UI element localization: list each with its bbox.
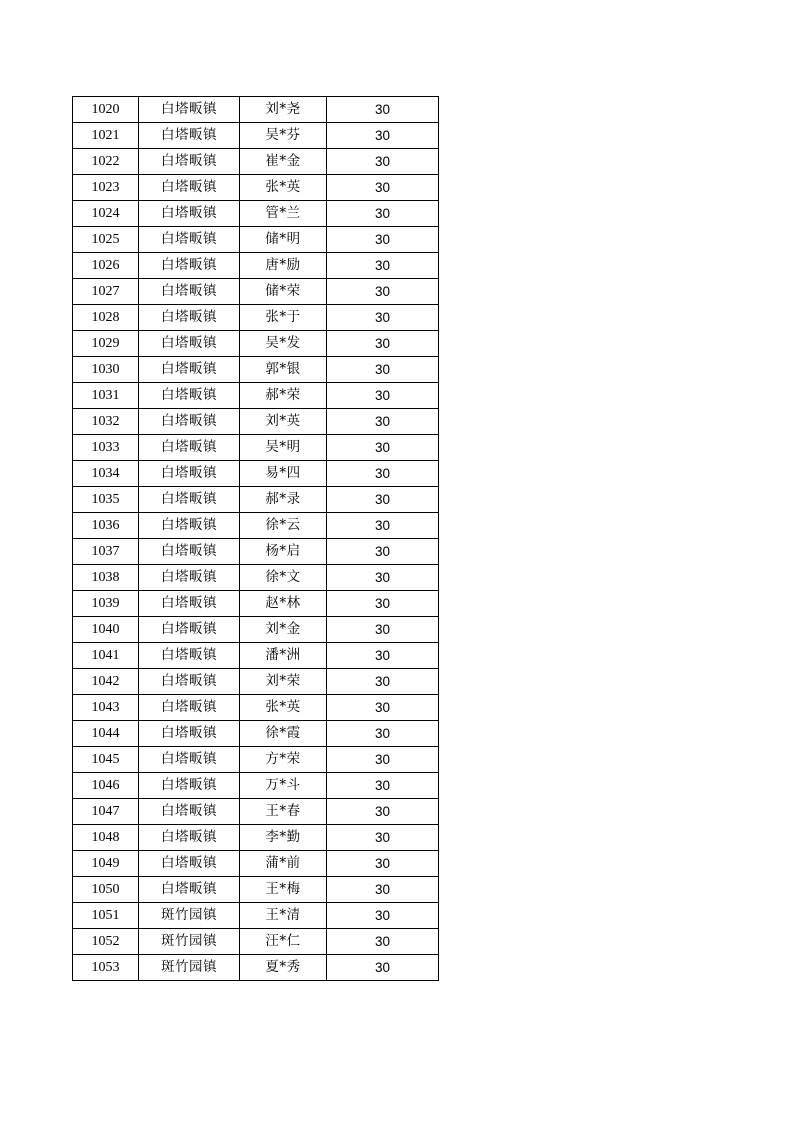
amount-cell: 30 xyxy=(327,877,439,903)
row-number-cell: 1043 xyxy=(73,695,139,721)
town-cell: 白塔畈镇 xyxy=(139,773,240,799)
document-page xyxy=(72,96,438,981)
table-row xyxy=(73,851,439,877)
town-cell: 白塔畈镇 xyxy=(139,591,240,617)
amount-cell: 30 xyxy=(327,929,439,955)
town-cell: 白塔畈镇 xyxy=(139,539,240,565)
amount-cell: 30 xyxy=(327,669,439,695)
row-number-cell: 1027 xyxy=(73,279,139,305)
name-cell: 郝*录 xyxy=(240,487,327,513)
amount-cell: 30 xyxy=(327,617,439,643)
row-number-cell: 1047 xyxy=(73,799,139,825)
name-cell: 徐*云 xyxy=(240,513,327,539)
name-cell: 刘*荣 xyxy=(240,669,327,695)
table-row xyxy=(73,695,439,721)
town-cell: 白塔畈镇 xyxy=(139,279,240,305)
row-number-cell: 1038 xyxy=(73,565,139,591)
name-cell: 郝*荣 xyxy=(240,383,327,409)
row-number-cell: 1045 xyxy=(73,747,139,773)
row-number-cell: 1041 xyxy=(73,643,139,669)
name-cell: 储*明 xyxy=(240,227,327,253)
town-cell: 白塔畈镇 xyxy=(139,253,240,279)
amount-cell: 30 xyxy=(327,695,439,721)
name-cell: 王*梅 xyxy=(240,877,327,903)
town-cell: 白塔畈镇 xyxy=(139,669,240,695)
amount-cell: 30 xyxy=(327,591,439,617)
town-cell: 白塔畈镇 xyxy=(139,695,240,721)
name-cell: 崔*金 xyxy=(240,149,327,175)
row-number-cell: 1026 xyxy=(73,253,139,279)
table-row xyxy=(73,825,439,851)
table-row xyxy=(73,955,439,981)
name-cell: 刘*英 xyxy=(240,409,327,435)
row-number-cell: 1030 xyxy=(73,357,139,383)
name-cell: 王*清 xyxy=(240,903,327,929)
town-cell: 白塔畈镇 xyxy=(139,747,240,773)
amount-cell: 30 xyxy=(327,825,439,851)
amount-cell: 30 xyxy=(327,773,439,799)
row-number-cell: 1029 xyxy=(73,331,139,357)
row-number-cell: 1032 xyxy=(73,409,139,435)
table-row xyxy=(73,97,439,123)
name-cell: 方*荣 xyxy=(240,747,327,773)
table-row xyxy=(73,591,439,617)
name-cell: 徐*文 xyxy=(240,565,327,591)
name-cell: 张*英 xyxy=(240,175,327,201)
table-body xyxy=(73,97,439,981)
row-number-cell: 1037 xyxy=(73,539,139,565)
town-cell: 斑竹园镇 xyxy=(139,929,240,955)
name-cell: 蒲*前 xyxy=(240,851,327,877)
row-number-cell: 1049 xyxy=(73,851,139,877)
table-row xyxy=(73,227,439,253)
town-cell: 白塔畈镇 xyxy=(139,461,240,487)
town-cell: 白塔畈镇 xyxy=(139,409,240,435)
amount-cell: 30 xyxy=(327,409,439,435)
row-number-cell: 1036 xyxy=(73,513,139,539)
amount-cell: 30 xyxy=(327,227,439,253)
row-number-cell: 1034 xyxy=(73,461,139,487)
name-cell: 吴*芬 xyxy=(240,123,327,149)
row-number-cell: 1048 xyxy=(73,825,139,851)
amount-cell: 30 xyxy=(327,487,439,513)
amount-cell: 30 xyxy=(327,175,439,201)
amount-cell: 30 xyxy=(327,461,439,487)
table-row xyxy=(73,435,439,461)
table-row xyxy=(73,305,439,331)
amount-cell: 30 xyxy=(327,955,439,981)
row-number-cell: 1035 xyxy=(73,487,139,513)
amount-cell: 30 xyxy=(327,799,439,825)
town-cell: 白塔畈镇 xyxy=(139,825,240,851)
table-row xyxy=(73,669,439,695)
table-row xyxy=(73,123,439,149)
town-cell: 白塔畈镇 xyxy=(139,149,240,175)
name-cell: 唐*励 xyxy=(240,253,327,279)
name-cell: 吴*明 xyxy=(240,435,327,461)
table-row xyxy=(73,799,439,825)
table-row xyxy=(73,149,439,175)
row-number-cell: 1033 xyxy=(73,435,139,461)
town-cell: 斑竹园镇 xyxy=(139,903,240,929)
town-cell: 白塔畈镇 xyxy=(139,383,240,409)
town-cell: 白塔畈镇 xyxy=(139,721,240,747)
table-row xyxy=(73,175,439,201)
table-row xyxy=(73,487,439,513)
amount-cell: 30 xyxy=(327,357,439,383)
name-cell: 汪*仁 xyxy=(240,929,327,955)
row-number-cell: 1051 xyxy=(73,903,139,929)
table-row xyxy=(73,331,439,357)
table-row xyxy=(73,539,439,565)
table-row xyxy=(73,253,439,279)
town-cell: 白塔畈镇 xyxy=(139,617,240,643)
table-row xyxy=(73,929,439,955)
town-cell: 白塔畈镇 xyxy=(139,851,240,877)
name-cell: 刘*尧 xyxy=(240,97,327,123)
table-row xyxy=(73,773,439,799)
town-cell: 白塔畈镇 xyxy=(139,513,240,539)
row-number-cell: 1050 xyxy=(73,877,139,903)
name-cell: 张*英 xyxy=(240,695,327,721)
table-row xyxy=(73,461,439,487)
amount-cell: 30 xyxy=(327,565,439,591)
amount-cell: 30 xyxy=(327,279,439,305)
amount-cell: 30 xyxy=(327,435,439,461)
amount-cell: 30 xyxy=(327,331,439,357)
town-cell: 白塔畈镇 xyxy=(139,435,240,461)
row-number-cell: 1040 xyxy=(73,617,139,643)
town-cell: 白塔畈镇 xyxy=(139,357,240,383)
name-cell: 夏*秀 xyxy=(240,955,327,981)
town-cell: 白塔畈镇 xyxy=(139,331,240,357)
name-cell: 万*斗 xyxy=(240,773,327,799)
amount-cell: 30 xyxy=(327,253,439,279)
name-cell: 管*兰 xyxy=(240,201,327,227)
table-row xyxy=(73,513,439,539)
row-number-cell: 1052 xyxy=(73,929,139,955)
town-cell: 白塔畈镇 xyxy=(139,565,240,591)
name-cell: 李*勤 xyxy=(240,825,327,851)
name-cell: 杨*启 xyxy=(240,539,327,565)
amount-cell: 30 xyxy=(327,123,439,149)
table-row xyxy=(73,877,439,903)
row-number-cell: 1044 xyxy=(73,721,139,747)
town-cell: 白塔畈镇 xyxy=(139,877,240,903)
row-number-cell: 1020 xyxy=(73,97,139,123)
table-row xyxy=(73,201,439,227)
name-cell: 王*春 xyxy=(240,799,327,825)
name-cell: 刘*金 xyxy=(240,617,327,643)
town-cell: 白塔畈镇 xyxy=(139,799,240,825)
town-cell: 白塔畈镇 xyxy=(139,643,240,669)
row-number-cell: 1053 xyxy=(73,955,139,981)
name-cell: 赵*林 xyxy=(240,591,327,617)
row-number-cell: 1022 xyxy=(73,149,139,175)
amount-cell: 30 xyxy=(327,721,439,747)
row-number-cell: 1039 xyxy=(73,591,139,617)
table-row xyxy=(73,279,439,305)
town-cell: 白塔畈镇 xyxy=(139,201,240,227)
amount-cell: 30 xyxy=(327,513,439,539)
amount-cell: 30 xyxy=(327,643,439,669)
row-number-cell: 1042 xyxy=(73,669,139,695)
row-number-cell: 1046 xyxy=(73,773,139,799)
name-cell: 张*于 xyxy=(240,305,327,331)
table-row xyxy=(73,565,439,591)
amount-cell: 30 xyxy=(327,383,439,409)
name-cell: 易*四 xyxy=(240,461,327,487)
town-cell: 白塔畈镇 xyxy=(139,305,240,331)
town-cell: 斑竹园镇 xyxy=(139,955,240,981)
amount-cell: 30 xyxy=(327,747,439,773)
amount-cell: 30 xyxy=(327,539,439,565)
amount-cell: 30 xyxy=(327,97,439,123)
table-row xyxy=(73,357,439,383)
row-number-cell: 1024 xyxy=(73,201,139,227)
amount-cell: 30 xyxy=(327,903,439,929)
amount-cell: 30 xyxy=(327,201,439,227)
town-cell: 白塔畈镇 xyxy=(139,97,240,123)
table-row xyxy=(73,903,439,929)
row-number-cell: 1025 xyxy=(73,227,139,253)
row-number-cell: 1028 xyxy=(73,305,139,331)
table-row xyxy=(73,409,439,435)
name-cell: 郭*银 xyxy=(240,357,327,383)
table-row xyxy=(73,617,439,643)
table-row xyxy=(73,721,439,747)
town-cell: 白塔畈镇 xyxy=(139,227,240,253)
data-table xyxy=(72,96,439,981)
row-number-cell: 1021 xyxy=(73,123,139,149)
town-cell: 白塔畈镇 xyxy=(139,123,240,149)
town-cell: 白塔畈镇 xyxy=(139,487,240,513)
table-row xyxy=(73,383,439,409)
row-number-cell: 1023 xyxy=(73,175,139,201)
amount-cell: 30 xyxy=(327,149,439,175)
table-row xyxy=(73,747,439,773)
name-cell: 潘*洲 xyxy=(240,643,327,669)
row-number-cell: 1031 xyxy=(73,383,139,409)
amount-cell: 30 xyxy=(327,305,439,331)
name-cell: 吴*发 xyxy=(240,331,327,357)
name-cell: 徐*霞 xyxy=(240,721,327,747)
town-cell: 白塔畈镇 xyxy=(139,175,240,201)
table-row xyxy=(73,643,439,669)
amount-cell: 30 xyxy=(327,851,439,877)
name-cell: 储*荣 xyxy=(240,279,327,305)
